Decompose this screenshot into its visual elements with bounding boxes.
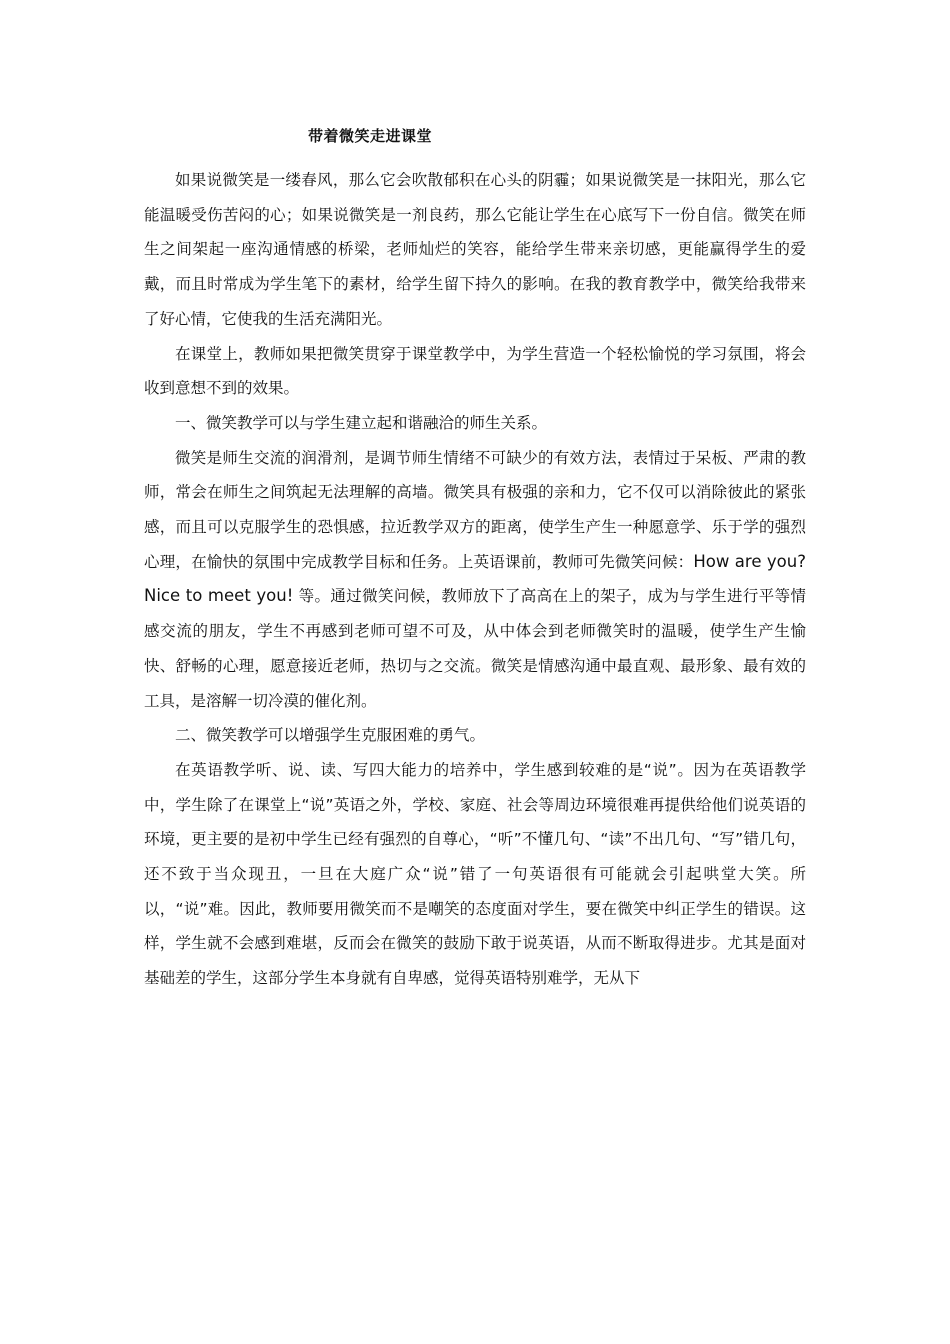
section-1-text-a: 微笑是师生交流的润滑剂，是调节师生情绪不可缺少的有效方法，表情过于呆板、严肃的教师，常会在师生之间筑起无法理解的高墙。微笑具有极强的亲和力，它不仅可以消除彼此的紧张感，而且可以克服学生的恐惧感，拉近教学双方的距离，使学生产生一种愿意学、乐于学的强烈心理，在愉快的氛围中完成教学目标和任务。上英语课前，教师可先微笑问候： — [144, 448, 806, 571]
document-title: 带着微笑走进课堂 — [307, 127, 432, 145]
section-1-text-b: 等。通过微笑问候，教师放下了高高在上的架子，成为与学生进行平等情感交流的朋友，学生不再感到老师可望不可及，从中体会到老师微笑时的温暖，使学生产生愉快、舒畅的心理，愿意接近老师，热切与之交流。微笑是情感沟通中最直观、最形象、最有效的工具，是溶解一切冷漠的催化剂。 — [144, 587, 806, 710]
section-2-heading: 二、微笑教学可以增强学生克服困难的勇气。 — [175, 726, 486, 745]
section-1-paragraph — [144, 441, 806, 719]
section-1-heading: 一、微笑教学可以与学生建立起和谐融洽的师生关系。 — [175, 413, 548, 432]
classroom-paragraph: 在课堂上，教师如果把微笑贯穿于课堂教学中，为学生营造一个轻松愉悦的学习氛围，将会收到意想不到的效果。 — [144, 344, 806, 398]
intro-paragraph: 如果说微笑是一缕春风，那么它会吹散郁积在心头的阴霾；如果说微笑是一抹阳光，那么它能温暖受伤苦闷的心；如果说微笑是一剂良药，那么它能让学生在心底写下一份自信。微笑在师生之间架起一座沟通情感的桥梁，老师灿烂的笑容，能给学生带来亲切感，更能赢得学生的爱戴，而且时常成为学生笔下的素材，给学生留下持久的影响。在我的教育教学中，微笑给我带来了好心情，它使我的生活充满阳光。 — [144, 171, 806, 328]
document-body — [144, 163, 806, 996]
section-2-paragraph: 在英语教学听、说、读、写四大能力的培养中，学生感到较难的是“说”。因为在英语教学中，学生除了在课堂上“说”英语之外，学校、家庭、社会等周边环境很难再提供给他们说英语的环境，更主要的是初中学生已经有强烈的自尊心，“听”不懂几句、“读”不出几句、“写”错几句，还不致于当众现丑，一旦在大庭广众“说”错了一句英语很有可能就会引起哄堂大笑。所以，“说”难。因此，教师要用微笑而不是嘲笑的态度面对学生，要在微笑中纠正学生的错误。这样，学生就不会感到难堪，反而会在微笑的鼓励下敢于说英语，从而不断取得进步。尤其是面对基础差的学生，这部分学生本身就有自卑感，觉得英语特别难学，无从下 — [144, 760, 806, 988]
english-greeting: How are you? Nice to meet you! — [144, 551, 806, 606]
